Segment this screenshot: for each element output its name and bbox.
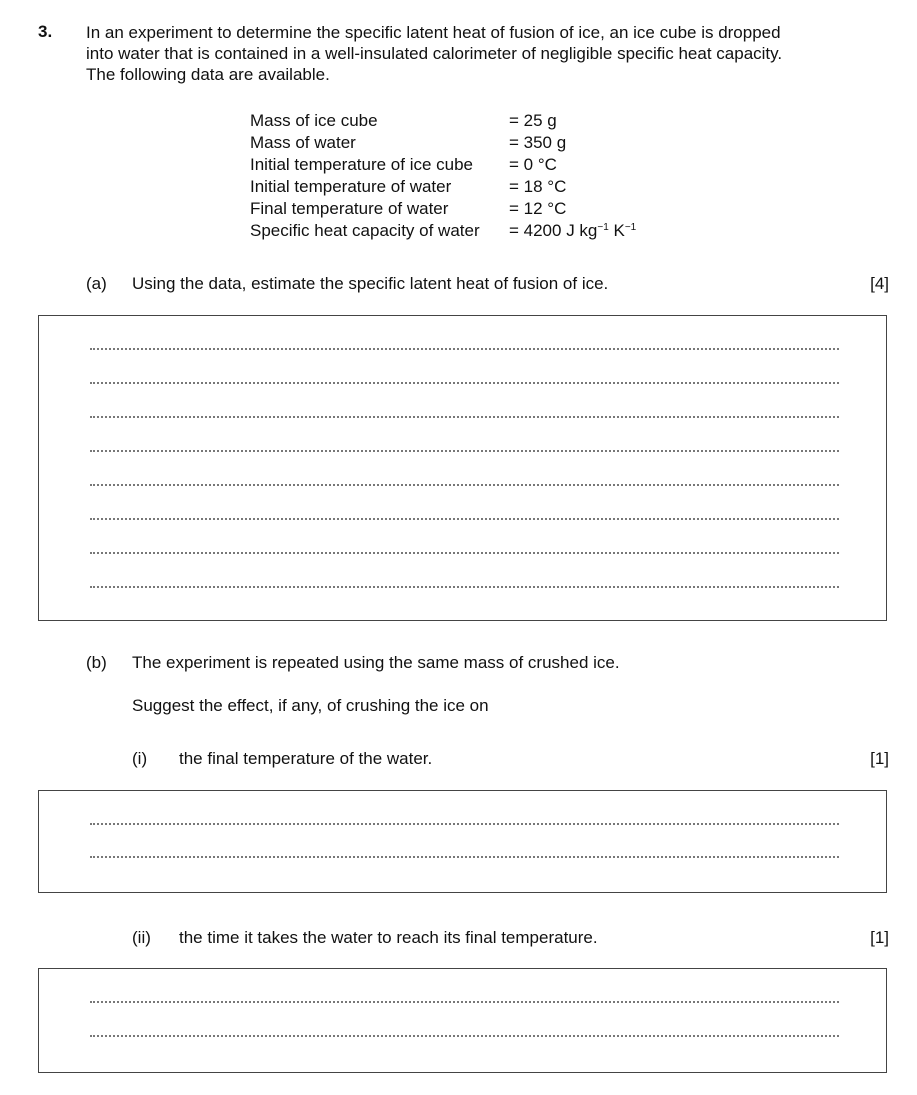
part-b-ii-marks: [1] bbox=[870, 928, 889, 947]
answer-line bbox=[90, 348, 839, 350]
data-label: Mass of water bbox=[250, 133, 356, 152]
part-b-i-marks: [1] bbox=[870, 749, 889, 768]
exponent: −1 bbox=[624, 222, 637, 233]
data-value: = 12 °C bbox=[509, 199, 567, 218]
answer-line bbox=[90, 586, 839, 588]
value-unit: K bbox=[608, 221, 625, 240]
data-label: Final temperature of water bbox=[250, 199, 449, 218]
part-b-text: The experiment is repeated using the same mass of crushed ice. bbox=[132, 653, 620, 672]
answer-box-b-i[interactable] bbox=[38, 790, 887, 893]
answer-box-a[interactable] bbox=[38, 315, 887, 621]
answer-line bbox=[90, 552, 839, 554]
data-label: Specific heat capacity of water bbox=[250, 221, 480, 240]
data-value: = 25 g bbox=[509, 111, 557, 130]
exponent: −1 bbox=[597, 222, 609, 233]
data-label: Mass of ice cube bbox=[250, 111, 378, 130]
question-number: 3. bbox=[38, 22, 53, 41]
intro-line: The following data are available. bbox=[86, 65, 330, 84]
question-intro bbox=[86, 22, 866, 85]
answer-line bbox=[90, 382, 839, 384]
part-b-prompt: Suggest the effect, if any, of crushing the ice on bbox=[132, 696, 489, 715]
data-row bbox=[250, 154, 636, 176]
part-b-i-text: the final temperature of the water. bbox=[179, 749, 433, 768]
part-b-ii-label: (ii) bbox=[132, 928, 151, 947]
part-a-marks: [4] bbox=[870, 274, 889, 293]
value-main: = 4200 J kg bbox=[509, 221, 598, 240]
data-value: = 350 g bbox=[509, 133, 567, 152]
data-row bbox=[250, 110, 636, 132]
data-row bbox=[250, 132, 636, 154]
data-row bbox=[250, 198, 636, 220]
part-b-ii-text: the time it takes the water to reach its final temperature. bbox=[179, 928, 598, 947]
part-b-label: (b) bbox=[86, 653, 107, 672]
answer-line bbox=[90, 1001, 839, 1003]
answer-line bbox=[90, 823, 839, 825]
data-label: Initial temperature of ice cube bbox=[250, 155, 474, 174]
part-a-label: (a) bbox=[86, 274, 107, 293]
data-table bbox=[250, 110, 636, 242]
data-value: = 18 °C bbox=[509, 177, 567, 196]
part-a-text: Using the data, estimate the specific latent heat of fusion of ice. bbox=[132, 274, 609, 293]
intro-line: In an experiment to determine the specific latent heat of fusion of ice, an ice cube is dropped bbox=[86, 23, 781, 42]
answer-line bbox=[90, 518, 839, 520]
answer-line bbox=[90, 416, 839, 418]
answer-box-b-ii[interactable] bbox=[38, 968, 887, 1073]
data-value bbox=[509, 220, 636, 242]
part-b-i-label: (i) bbox=[132, 749, 148, 768]
data-label: Initial temperature of water bbox=[250, 177, 452, 196]
intro-line: into water that is contained in a well-insulated calorimeter of negligible specific heat capacity. bbox=[86, 44, 783, 63]
data-value: = 0 °C bbox=[509, 155, 557, 174]
answer-line bbox=[90, 484, 839, 486]
answer-line bbox=[90, 1035, 839, 1037]
data-row bbox=[250, 220, 636, 242]
answer-line bbox=[90, 450, 839, 452]
data-row bbox=[250, 176, 636, 198]
answer-line bbox=[90, 856, 839, 858]
